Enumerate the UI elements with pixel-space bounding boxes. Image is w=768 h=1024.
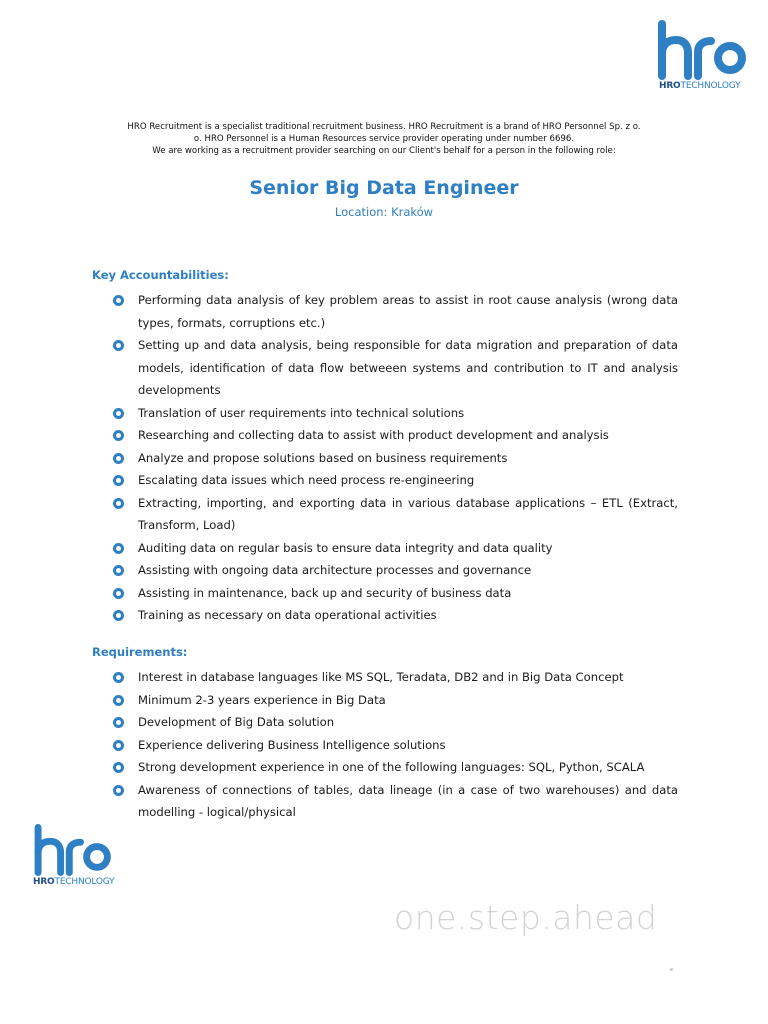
hro-logo-mark (30, 824, 112, 876)
list-item-text: Development of Big Data solution (138, 715, 335, 729)
list-item-text: Awareness of connections of tables, data lineage (in a case of two warehouses) and data modelling - logical/physical (138, 782, 678, 819)
list-item (92, 559, 678, 582)
bullet-icon (113, 475, 124, 486)
list-item (92, 424, 678, 447)
bullet-icon (113, 453, 124, 464)
intro-line-3: We are working as a recruitment provider searching on our Client's behalf for a person in the following role: (152, 146, 616, 156)
page-dot (670, 968, 673, 971)
hro-technology-logo-footer (30, 824, 114, 887)
list-item-text: Setting up and data analysis, being responsible for data migration and preparation of data models, identification of data flow betweeen systems and contribution to IT and analysis developments (138, 338, 678, 397)
job-location: Location: Kraków (334, 205, 434, 219)
intro-paragraph (80, 121, 688, 157)
list-item-text: Training as necessary on data operational activities (138, 608, 437, 622)
list-item-text: Auditing data on regular basis to ensure data integrity and data quality (138, 540, 553, 555)
intro-line-1: HRO Recruitment is a specialist traditional recruitment business. HRO Recruitment is a brand of HRO Personnel Sp. z o. (127, 122, 641, 132)
list-item-text: Assisting in maintenance, back up and security of business data (138, 585, 512, 600)
intro-line-2: o. HRO Personnel is a Human Resources service provider operating under number 6696. (193, 134, 575, 144)
hro-technology-logo (654, 20, 746, 91)
bullet-icon (113, 740, 124, 751)
list-item (92, 402, 678, 425)
bullet-icon (113, 565, 124, 576)
bullet-icon (113, 695, 124, 706)
svg-text:hro: hro (654, 20, 656, 21)
list-item-text: Researching and collecting data to assist with product development and analysis (138, 428, 609, 442)
list-item (92, 604, 678, 627)
list-item-text: Translation of user requirements into technical solutions (138, 405, 465, 420)
bullet-icon (113, 610, 124, 621)
list-item (92, 447, 678, 470)
requirements-list (92, 666, 678, 824)
bullet-icon (113, 785, 124, 796)
requirements-heading: Requirements: (92, 645, 188, 659)
bullet-icon (113, 672, 124, 683)
bullet-icon (113, 340, 124, 351)
logo-subtitle: HROTECHNOLOGY (33, 877, 115, 887)
job-title: Senior Big Data Engineer (249, 177, 519, 199)
list-item-text: Interest in database languages like MS SQL, Teradata, DB2 and in Big Data Concept (138, 670, 624, 684)
list-item-text: Analyze and propose solutions based on business requirements (138, 450, 508, 465)
list-item (92, 469, 678, 492)
list-item-text: Extracting, importing, and exporting data in various database applications – ETL (Extract, Transform, Load) (138, 495, 678, 532)
list-item-text: Assisting with ongoing data architecture processes and governance (138, 563, 532, 577)
list-item (92, 756, 678, 779)
logo-subtitle: HROTECHNOLOGY (659, 81, 741, 91)
bullet-icon (113, 762, 124, 773)
list-item-text: Minimum 2-3 years experience in Big Data (138, 692, 386, 707)
list-item (92, 289, 678, 334)
list-item-text: Escalating data issues which need process re-engineering (138, 473, 475, 487)
list-item (92, 689, 678, 712)
list-item (92, 779, 678, 824)
list-item (92, 492, 678, 537)
list-item-text: Experience delivering Business Intelligence solutions (138, 737, 446, 752)
hro-logo-mark (654, 20, 746, 80)
bullet-icon (113, 295, 124, 306)
tagline: one.step.ahead (394, 898, 658, 937)
svg-text:hro: hro (31, 824, 33, 825)
list-item (92, 334, 678, 402)
list-item (92, 666, 678, 689)
bullet-icon (113, 543, 124, 554)
key-accountabilities-list (92, 289, 678, 627)
list-item (92, 537, 678, 560)
list-item (92, 582, 678, 605)
bullet-icon (113, 430, 124, 441)
bullet-icon (113, 717, 124, 728)
bullet-icon (113, 498, 124, 509)
list-item (92, 734, 678, 757)
list-item-text: Strong development experience in one of the following languages: SQL, Python, SCALA (138, 760, 645, 774)
bullet-icon (113, 588, 124, 599)
key-accountabilities-heading: Key Accountabilities: (92, 268, 229, 282)
bullet-icon (113, 408, 124, 419)
list-item (92, 711, 678, 734)
list-item-text: Performing data analysis of key problem areas to assist in root cause analysis (wrong data types, formats, corruptions etc.) (138, 293, 678, 330)
